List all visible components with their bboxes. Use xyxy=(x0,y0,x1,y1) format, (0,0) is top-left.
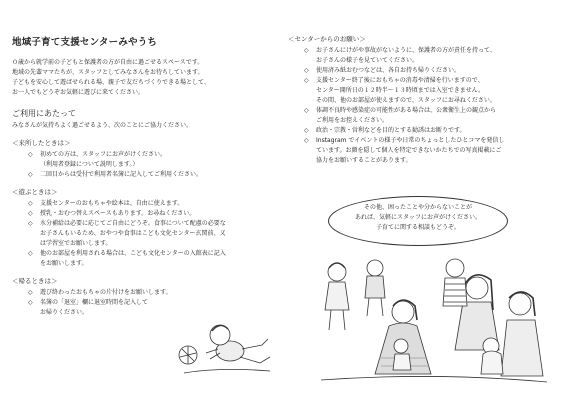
leaving-heading: ＜帰るときは＞ xyxy=(12,277,58,285)
arrival-list xyxy=(12,150,272,180)
list-item xyxy=(304,66,556,76)
usage-lead: みなさんが気持ちよく過ごせるよう、次のことにご協力ください。 xyxy=(12,122,193,129)
intro-line: 地域の先輩ママたちが、スタッフとしてみなさんをお待ちしています。 xyxy=(12,69,204,76)
list-item xyxy=(28,209,272,219)
usage-heading: ご利用にあたって xyxy=(12,109,76,118)
speech-bubble-text xyxy=(341,203,495,233)
requests-heading: ＜センターからのお願い＞ xyxy=(288,35,366,43)
list-line: ◇ 体調不良時や感染症の可能性がある場合は、公衆衛生上の観点から xyxy=(316,107,497,114)
list-item xyxy=(304,106,556,126)
list-item xyxy=(28,170,272,180)
intro-paragraph xyxy=(12,58,272,98)
intro-line: お一人でもどうぞお気軽に遊びに来てください。 xyxy=(12,89,145,96)
list-line: お子さんもいるため、おやつや食事はこども文化センター玄関前、又 xyxy=(40,230,226,237)
intro-line: ０歳から就学前の子どもと保護者の方が自由に過ごせるスペースです。 xyxy=(12,59,204,66)
list-item xyxy=(28,199,272,209)
list-line: ◇ 初めての方は、スタッフにお声がけください。 xyxy=(40,151,167,158)
list-line: ◇ 支援センター終了後におもちゃの消毒や清掃を行いますので、 xyxy=(316,77,484,84)
list-line: ◇ 授乳・おむつ替えスペースもあります。お尋ねください。 xyxy=(40,210,196,217)
list-line: ご利用をお控えください。 xyxy=(316,117,389,124)
list-line: ◇ 政治・宗教・営利などを目的とする勧誘はお断りです。 xyxy=(316,127,466,134)
list-line: （利用者登録について説明します。） xyxy=(40,161,139,168)
requests-list xyxy=(288,46,556,166)
bubble-line: あれば、気軽にスタッフにお声がけください。 xyxy=(354,214,481,221)
list-line: ◇ 支援センターのおもちゃや絵本は、自由に使えます。 xyxy=(40,200,184,207)
list-line: ◇ 名簿の「退室」欄に退室時間を記入して xyxy=(40,299,149,306)
list-item xyxy=(304,136,556,166)
crawling-child-illustration xyxy=(170,305,280,380)
bubble-line: 子育てに関する相談もどうぞ。 xyxy=(376,224,460,231)
list-line: ◇ お子さんにけがや事故がないように、保護者の方が責任を持って、 xyxy=(316,47,496,54)
bubble-line: その他、困ったことや分からないことが xyxy=(363,204,472,211)
left-column xyxy=(12,28,272,318)
list-line: お子さんの様子を見ていてください。 xyxy=(316,57,419,64)
parents-and-children-illustration xyxy=(315,250,550,390)
list-item xyxy=(304,126,556,136)
list-line: 協力をお願いすることがあります。 xyxy=(316,157,412,164)
list-line: は学習室でお願いします。 xyxy=(40,240,112,247)
page-title: 地域子育て支援センターみやうち xyxy=(12,37,158,48)
play-heading: ＜遊ぶときは＞ xyxy=(12,188,58,196)
list-item xyxy=(304,46,556,66)
list-line: ◇ 二回目からは受付で利用者名簿に記入してご利用ください。 xyxy=(40,171,203,178)
list-item xyxy=(28,150,272,170)
list-line: ◇ 使用済み紙おむつなどは、各自お持ち帰りください。 xyxy=(316,67,461,74)
list-line: ◇ 遊び終わったおもちゃの片付けをお願いします。 xyxy=(40,289,172,296)
intro-line: 子どもを安心して遊ばせられる場、親子で友だちづくりできる場として、 xyxy=(12,79,210,86)
speech-bubble xyxy=(328,196,508,246)
list-item xyxy=(28,249,272,269)
list-line: その間、他のお部屋が使えますので、スタッフにお尋ねください。 xyxy=(316,97,496,104)
list-line: センター開所日の１２時半〜１３時頃までは入室できません。 xyxy=(316,87,485,94)
list-line: ◇ 水分補給は必要に応じてご自由にどうぞ。食事について配慮の必要な xyxy=(40,220,226,227)
play-list xyxy=(12,199,272,269)
right-column xyxy=(288,34,556,166)
list-line: ◇ Instagram でイベントの様子や日常のちょっとしたひとコマを発信し xyxy=(316,137,505,144)
list-item xyxy=(28,219,272,249)
list-line: お帰りください。 xyxy=(40,309,89,316)
list-line: ◇ 他のお部屋を利用される場合は、こども文化センターの入館表に記入 xyxy=(40,250,226,257)
list-item xyxy=(28,288,272,298)
list-line: をお願いします。 xyxy=(40,260,88,267)
list-line: ています。お顔を隠して個人を特定できないかたちでの写真掲載にご xyxy=(316,147,502,154)
list-item xyxy=(304,76,556,106)
arrival-heading: ＜来所したときは＞ xyxy=(12,139,71,147)
